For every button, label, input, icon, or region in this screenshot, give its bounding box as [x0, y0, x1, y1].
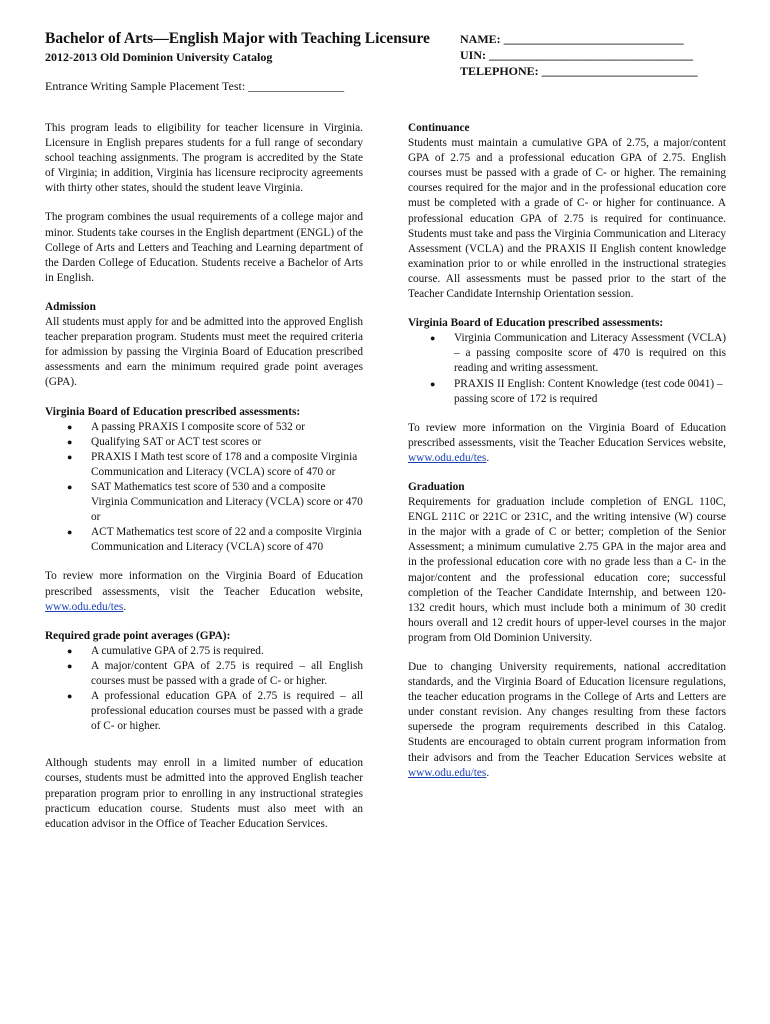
- uin-field: UIN: __________________________________: [460, 48, 693, 62]
- vboe-assessments-heading: Virginia Board of Education prescribed assessments:: [45, 405, 301, 418]
- bullet-icon: ●: [67, 451, 73, 462]
- list-item-text: PRAXIS II English: Content Knowledge (test code 0041) – passing score of 172 is required: [454, 377, 723, 405]
- bullet-icon: ●: [67, 691, 73, 702]
- although-paragraph: Although students may enroll in a limited number of education courses, students must be admitted into the approved English teacher preparation program prior to enrolling in any instructional strategies practicum education course. Students must also meet with an education advisor in the Office of Teacher Education Services.: [45, 757, 363, 830]
- list-item-text: PRAXIS I Math test score of 178 and a composite Virginia Communication and Literacy (VCLA) score of 470 or: [91, 450, 358, 478]
- revision-notice-end: .: [486, 766, 490, 779]
- admission-section: [45, 300, 363, 391]
- list-item: [430, 377, 726, 407]
- list-item: [430, 331, 726, 376]
- review-info-end: .: [486, 451, 490, 464]
- student-info-block: [460, 31, 760, 79]
- list-item: [67, 435, 363, 450]
- revision-notice-text: Due to changing University requirements, national accreditation standards, and the Virginia Board of Education licensure regulations, the teacher education programs in the College of Arts and Letters are under constant revision. Any changes resulting from these factors supersede the program requirements described in this Catalog. Students are encouraged to obtain current program information from their advisors and from the Teacher Education Services website at: [408, 661, 726, 764]
- review-info-text: To review more information on the Virginia Board of Education prescribed assessments, visit the Teacher Education website,: [45, 570, 363, 598]
- admission-text: All students must apply for and be admitted into the approved English teacher preparation program. Students must meet the required criteria for admission by passing the Virginia Board of Education prescribed assessments and earn the minimum required grade point averages (GPA).: [45, 316, 363, 389]
- left-column: [45, 121, 363, 832]
- graduation-heading: Graduation: [408, 480, 465, 493]
- gpa-heading: Required grade point averages (GPA):: [45, 629, 231, 642]
- continuance-section: [408, 121, 726, 302]
- right-column: [408, 121, 726, 781]
- list-item: [67, 689, 363, 734]
- list-item: [67, 644, 363, 659]
- continuance-text: Students must maintain a cumulative GPA of 2.75, a major/content GPA of 2.75 and a professional education GPA of 2.75. English courses must be passed with a grade of C- or higher. The remaining courses required for the major and in the professional education core must be completed with a grade of C- or higher for continuance. A professional education GPA of 2.75 is required for continuance. Students must take and pass the Virginia Communication and Literacy Assessment (VCLA) and the PRAXIS II English content knowledge examination prior to or while enrolled in the instructional strategies course. All assessments must be passed prior to the start of the Teacher Candidate Internship Orientation session.: [408, 137, 726, 301]
- placement-test-field: Entrance Writing Sample Placement Test: ________________: [45, 79, 345, 93]
- catalog-subtitle: 2012-2013 Old Dominion University Catalog: [45, 50, 273, 64]
- admission-heading: Admission: [45, 300, 96, 313]
- telephone-field: TELEPHONE: __________________________: [460, 64, 698, 78]
- bullet-icon: ●: [67, 660, 73, 671]
- continuance-heading: Continuance: [408, 122, 470, 134]
- bullet-icon: ●: [67, 421, 73, 432]
- vboe-prescribed-heading: Virginia Board of Education prescribed assessments:: [408, 317, 664, 330]
- tes-website-link[interactable]: www.odu.edu/tes: [45, 600, 124, 613]
- tes-website-link[interactable]: www.odu.edu/tes: [408, 766, 487, 779]
- bullet-icon: ●: [430, 378, 436, 389]
- list-item-text: A cumulative GPA of 2.75 is required.: [91, 644, 264, 657]
- vboe-prescribed-section: [408, 316, 726, 407]
- bullet-icon: ●: [67, 527, 73, 538]
- review-info-text: To review more information on the Virginia Board of Education prescribed assessments, visit the Teacher Education Services website,: [408, 421, 726, 449]
- list-item: [67, 480, 363, 525]
- tes-website-link[interactable]: www.odu.edu/tes: [408, 451, 487, 464]
- list-item: [67, 659, 363, 689]
- graduation-section: [408, 480, 726, 646]
- bullet-icon: ●: [67, 436, 73, 447]
- gpa-section: [45, 629, 363, 735]
- document-title: Bachelor of Arts—English Major with Teaching Licensure: [45, 30, 430, 47]
- list-item-text: SAT Mathematics test score of 530 and a composite Virginia Communication and Literacy (VCLA) score or 470 or: [91, 480, 363, 524]
- gpa-list: [45, 644, 363, 735]
- bullet-icon: ●: [67, 645, 73, 656]
- review-info-paragraph-right: [408, 421, 726, 466]
- document-header: [45, 29, 435, 94]
- intro-paragraph: This program leads to eligibility for teacher licensure in Virginia. Licensure in English prepares students for a full range of secondary school teaching assignments. The program is accredited by the State of Virginia; in addition, Virginia has licensure reciprocity agreements with thirty other states, should the student leave Virginia.: [45, 122, 363, 195]
- list-item-text: Qualifying SAT or ACT test scores or: [91, 435, 262, 448]
- revision-notice-paragraph: [408, 660, 726, 781]
- list-item-text: A major/content GPA of 2.75 is required – all English courses must be passed with a grade of C- or higher.: [91, 659, 363, 687]
- vboe-prescribed-list: [408, 331, 726, 406]
- list-item: [67, 420, 363, 435]
- bullet-icon: ●: [430, 333, 436, 344]
- program-combines-paragraph: The program combines the usual requirements of a college major and minor. Students take courses in the English department (ENGL) of the College of Arts and Letters and Teaching and Learning department of the Darden College of Education. Students receive a Bachelor of Arts in English.: [45, 211, 363, 284]
- vboe-assessments-section: [45, 405, 363, 556]
- list-item-text: Virginia Communication and Literacy Assessment (VCLA) – a passing composite score of 470 is required on this reading and writing assessment.: [454, 332, 726, 375]
- list-item-text: A professional education GPA of 2.75 is required – all professional education courses must be passed with a grade of C- or higher.: [91, 690, 363, 733]
- name-field: NAME: ______________________________: [460, 32, 684, 46]
- vboe-assessments-list: [45, 420, 363, 556]
- bullet-icon: ●: [67, 481, 73, 492]
- review-info-paragraph: [45, 569, 363, 614]
- list-item: [67, 450, 363, 480]
- review-info-end: .: [123, 600, 127, 613]
- list-item-text: ACT Mathematics test score of 22 and a composite Virginia Communication and Literacy (VCLA) score of 470: [91, 526, 362, 554]
- list-item-text: A passing PRAXIS I composite score of 532 or: [91, 420, 305, 433]
- graduation-text: Requirements for graduation include completion of ENGL 110C, ENGL 211C or 221C or 231C, and the writing intensive (W) course in the major with a grade of C or better; completion of the Senior Assessment; a minimum cumulative 2.75 GPA in the major area and in the professional education core with no grade less than a C- in the major/content and the professional education core; successful completion of the Teacher Candidate Internship, and between 120-132 credit hours, which must include both a minimum of 30 credit hours overall and 12 credit hours of upper-level courses in the major program from Old Dominion University.: [408, 496, 726, 644]
- list-item: [67, 525, 363, 555]
